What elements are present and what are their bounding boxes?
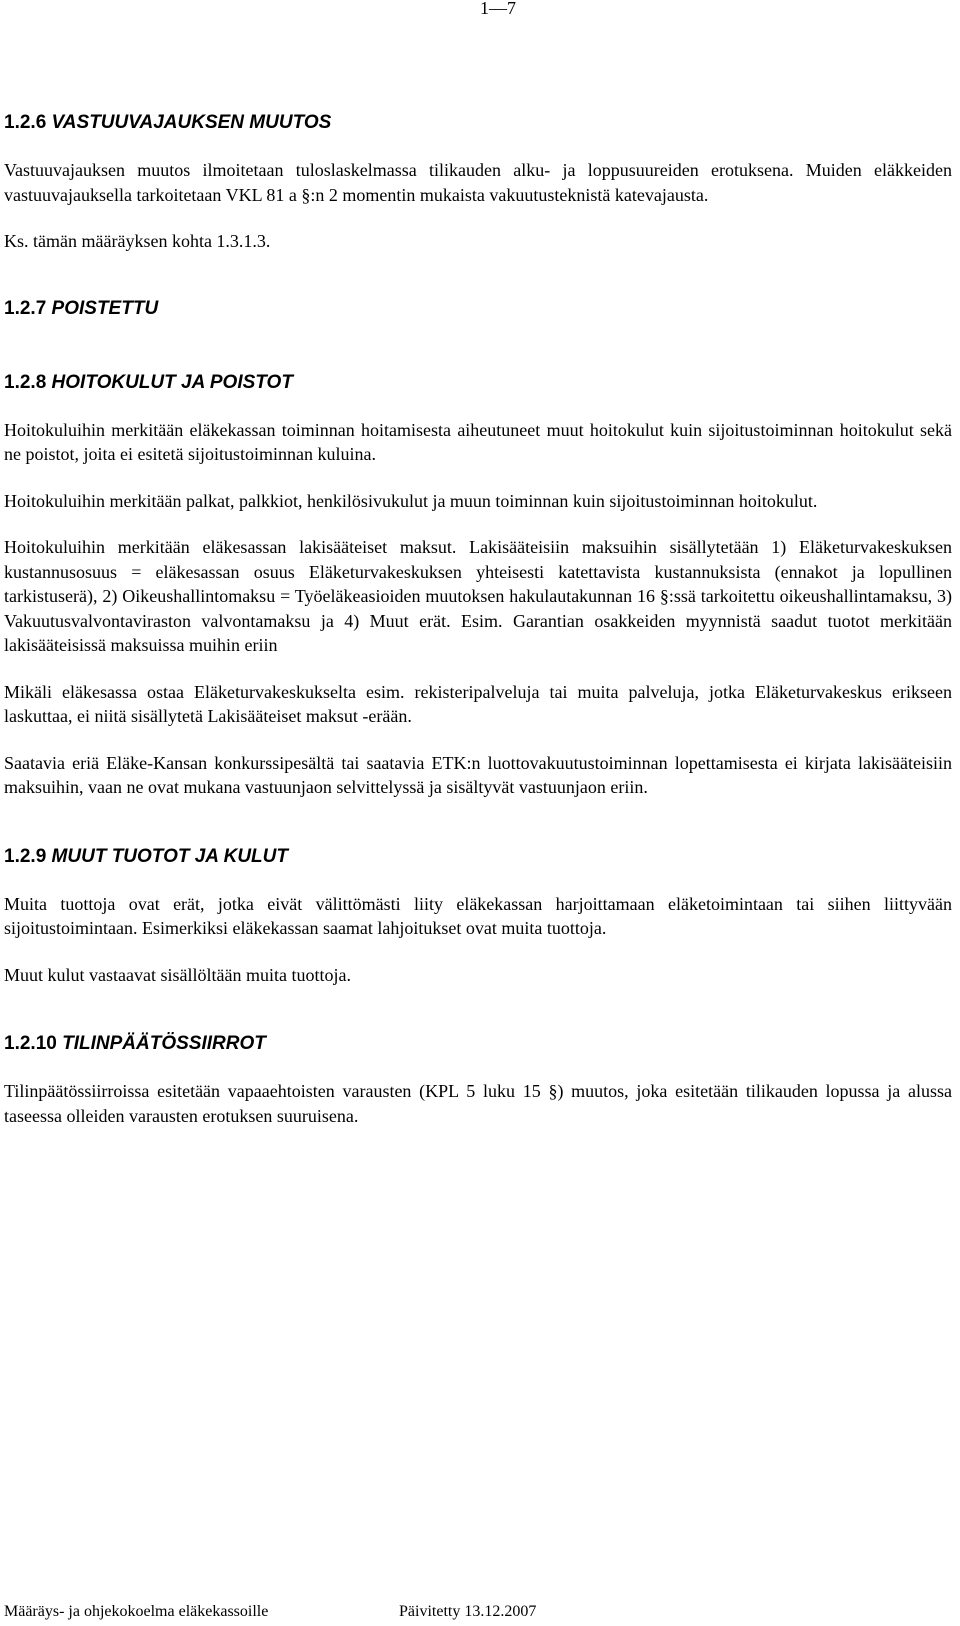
- section-number: 1.2.10: [4, 1033, 57, 1054]
- paragraph: Mikäli eläkesassa ostaa Eläketurvakeskukselta esim. rekisteripalveluja tai muita palveluja, jotka Eläketurvakeskus erikseen laskuttaa, ei niitä sisällytetä Lakisääteiset maksut -erään.: [4, 681, 952, 726]
- section-heading-1-2-9: [4, 842, 952, 872]
- paragraph: Muita tuottoja ovat erät, jotka eivät välittömästi liity eläkekassan harjoittamaan eläketoimintaan tai siihen liittyvään sijoitustoimintaan. Esimerkiksi eläkekassan saamat lahjoitukset ovat muita tuottoja.: [4, 893, 952, 938]
- paragraph: Tilinpäätössiirroissa esitetään vapaaehtoisten varausten (KPL 5 luku 15 §) muutos, joka esitetään tilikauden lopussa ja alussa taseessa olleiden varausten erotuksen suuruisena.: [4, 1081, 952, 1126]
- section-heading-1-2-7: [4, 294, 952, 324]
- paragraph: Hoitokuluihin merkitään palkat, palkkiot, henkilösivukulut ja muun toiminnan kuin sijoitustoiminnan hoitokulut.: [4, 490, 818, 511]
- page-number: 1—7: [480, 0, 516, 18]
- section-title: TILINPÄÄTÖSSIIRROT: [62, 1033, 266, 1054]
- paragraph: Hoitokuluihin merkitään eläkesassan lakisääteiset maksut. Lakisääteisiin maksuihin sisällytetään 1) Eläketurvakeskuksen kustannusosuus = eläkesassan osuus Eläketurvakeskuksen yhteisesti katettavista kustannuksista (ennakot ja lopullinen tarkistuserä), 2) Oikeushallintomaksu = Työeläkeasioiden muutoksen hakulautakunnan 16 §:ssä tarkoitettu oikeushallintamaksu, 3) Vakuutusvalvontaviraston valvontamaksu ja 4) Muut erät. Esim. Garantian osakkeiden myynnistä saadut tuotot merkitään lakisääteisissä maksuissa muihin eriin: [4, 537, 952, 655]
- footer-publication: Määräys- ja ohjekokoelma eläkekassoille: [4, 1603, 269, 1620]
- paragraph: Ks. tämän määräyksen kohta 1.3.1.3.: [4, 231, 271, 251]
- paragraph: Vastuuvajauksen muutos ilmoitetaan tuloslaskelmassa tilikauden alku- ja loppusuureiden erotuksena. Muiden eläkkeiden vastuuvajauksella tarkoitetaan VKL 81 a §:n 2 momentin mukaista vakuutusteknistä katevajausta.: [4, 160, 952, 205]
- paragraph: Hoitokuluihin merkitään eläkekassan toiminnan hoitamisesta aiheutuneet muut hoitokulut kuin sijoitustoiminnan hoitokulut sekä ne poistot, joita ei esitetä sijoitustoiminnan kuluina.: [4, 419, 952, 464]
- paragraph: Saatavia eriä Eläke-Kansan konkurssipesältä tai saatavia ETK:n luottovakuutustoiminnan lopettamisesta ei kirjata lakisääteisiin maksuihin, vaan ne ovat mukana vastuunjaon selvittelyssä ja sisältyvät vastuunjaon eriin.: [4, 752, 952, 797]
- footer-updated-date: Päivitetty 13.12.2007: [399, 1603, 537, 1620]
- section-number: 1.2.9: [4, 845, 47, 867]
- section-title: POISTETTU: [51, 297, 159, 319]
- section-heading-1-2-10: [4, 1029, 952, 1059]
- section-title: HOITOKULUT JA POISTOT: [51, 371, 293, 393]
- section-heading-1-2-6: [4, 108, 952, 138]
- section-number: 1.2.8: [4, 371, 47, 393]
- section-number: 1.2.6: [4, 112, 47, 133]
- section-title: VASTUUVAJAUKSEN MUUTOS: [51, 112, 332, 133]
- document-body: [4, 108, 952, 1128]
- section-number: 1.2.7: [4, 297, 47, 319]
- page-footer: [4, 1600, 952, 1624]
- section-title: MUUT TUOTOT JA KULUT: [51, 845, 288, 867]
- section-heading-1-2-8: [4, 368, 952, 398]
- paragraph: Muut kulut vastaavat sisällöltään muita tuottoja.: [4, 964, 351, 985]
